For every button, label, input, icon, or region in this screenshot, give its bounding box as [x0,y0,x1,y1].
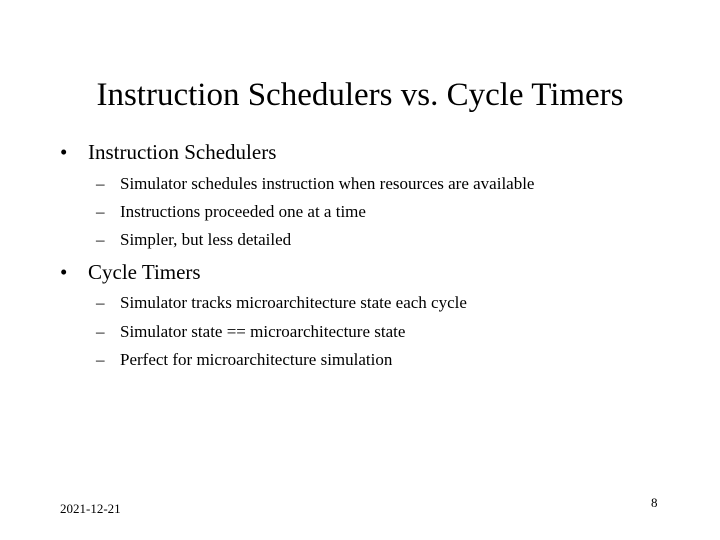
sub-bullet-marker: – [96,230,105,249]
sub-bullet [96,321,405,343]
sub-bullet-marker: – [96,293,105,312]
sub-bullet-text: Simpler, but less detailed [120,230,292,249]
bullet-instruction-schedulers [60,139,276,165]
bullet-marker: • [60,260,68,284]
sub-bullet-marker: – [96,350,105,369]
sub-bullet-text: Perfect for microarchitecture simulation [120,350,393,369]
bullet-text: Instruction Schedulers [88,140,277,164]
sub-bullet-marker: – [96,202,105,221]
sub-bullet-marker: – [96,174,105,193]
bullet-text: Cycle Timers [88,260,201,284]
sub-bullet [96,173,534,195]
bullet-cycle-timers [60,259,201,285]
sub-bullet-text: Simulator tracks microarchitecture state each cycle [120,293,467,312]
slide-title: Instruction Schedulers vs. Cycle Timers [96,77,624,113]
sub-bullet-text: Instructions proceeded one at a time [120,202,366,221]
sub-bullet [96,349,392,371]
sub-bullet-text: Simulator state == microarchitecture state [120,322,406,341]
sub-bullet [96,201,366,223]
sub-bullet-marker: – [96,322,105,341]
footer-date: 2021-12-21 [60,501,121,516]
sub-bullet-text: Simulator schedules instruction when resources are available [120,174,535,193]
bullet-marker: • [60,140,68,164]
page-number: 8 [651,495,658,510]
sub-bullet [96,292,467,314]
sub-bullet [96,229,291,251]
